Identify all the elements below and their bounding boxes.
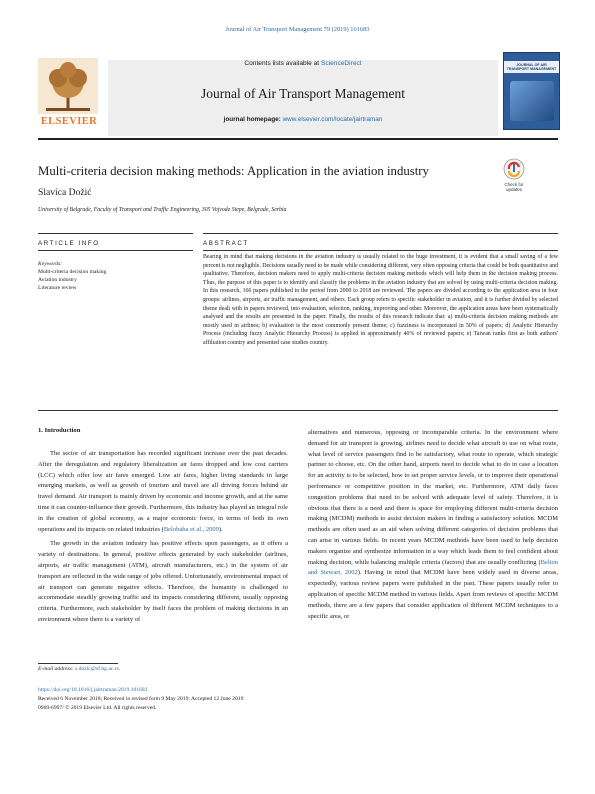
journal-reference[interactable]: Journal of Air Transport Management 79 (2019) 101683 (225, 26, 370, 33)
author-name: Slavica Dožić (38, 187, 92, 198)
article-footer (38, 686, 243, 713)
right-column (308, 428, 558, 622)
header-divider (38, 138, 558, 140)
homepage-link[interactable]: www.elsevier.com/locate/jairtraman (282, 116, 383, 123)
intro-paragraph-text: The sector of air transportation has recorded significant increase over the past decades. After the deregulation and regulatory liberalization air fares dropped and low cost carriers (LCC) which offer low air fares emerged. Low air fares, higher living standards in large emerging markets, as well as growth of tourism and travel are all driving forces behind air travel demand. Air transport is mainly driven by economic and income growth, and at the same time it can counter-influence their growth. Furthermore, this industry has played an integral role in the creation of global economy, as a major economic force, in terms of both its own operations and its impacts on related industries ( (38, 450, 288, 533)
check-for-updates-icon[interactable] (502, 158, 526, 194)
intro-paragraph-end: ). Having in mind that MCDM have been widely used in diverse areas, expectedly, various review papers were published in the past. These papers usually refer to application of specific MCDM method in various fields. Apart from reviews of specific MCDM methods, there are a few papers that consider application of different MCDM techniques to a specific area, or (308, 569, 558, 620)
contents-prefix: Contents lists available at (244, 60, 321, 67)
abstract-heading: ABSTRACT (203, 240, 249, 247)
check-updates-label-2: updates (505, 187, 523, 192)
intro-paragraph (38, 449, 288, 535)
elsevier-wordmark: ELSEVIER (40, 116, 98, 127)
keyword-item: Aviation industry (38, 277, 77, 283)
journal-cover-image (503, 52, 560, 130)
author-affiliation: University of Belgrade, Faculty of Transport and Traffic Engineering, 305 Vojvode Stepe, Belgrade, Serbia (38, 207, 287, 213)
keyword-item: Multi-criteria decision making (38, 269, 107, 275)
abstract-mid-rule (203, 250, 558, 251)
keywords-label: Keywords: (38, 261, 63, 267)
left-column (38, 449, 288, 626)
intro-paragraph: The growth in the aviation industry has positive effects upon passengers, as it offers a variety of destinations. In general, positive effects generated by each stakeholder (airlines, airports, air traffic management (ATM), aircraft manufacturers, etc.) in the system of air transport are reflected in the wide range of jobs offered. Unfortunately, environmental impact of air transport can generate negative effects. Therefore, the humanity is challenged to accommodate steadily growing traffic and its impacts considering different, usually opposing criteria. Furthermore, each stakeholder by itself faces the problem of making decisions in an environment where there is a variety of (38, 540, 288, 623)
intro-paragraph (308, 428, 558, 622)
sciencedirect-link[interactable]: ScienceDirect (320, 60, 362, 67)
abstract-text: Bearing in mind that making decisions in the aviation industry is usually related to the huge investment, it is evident that a small saving of a few percent is not negligible. Decisions usually need to be made while considering different, very often opposing criteria that could be both quantitative and qualitative. Therefore, decision makers need to apply multi-criteria decision making methods which will help them in the decision making process. Thus, the purpose of this paper is to identify and classify the problems in the aviation industry that are solved by using multi-criteria decision making. In this research, 166 papers published in the period from 2000 to 2018 are reviewed. The papers are divided according to the application area in four groups: airlines, airports, air traffic management, and others. Each group refers to specific stakeholder in aviation, and it is further divided by selected theme dealt with in papers reviewed, into evaluation, selection, ranking, improving and other. Moreover, the application areas have been systematically analysed and the results are presented in the paper. Finally, the results of this research indicate that: a) multi-criteria decision making methods are mostly used in airlines; b) evaluation is the most commonly present theme; c) fuzziness is incorporated in 50% of papers; d) Analytic Hierarchy Process (including fuzzy Analytic Hierarchy Process) is applied in approximately 40% of reviewed papers; e) Taiwan ranks first as both authors' affiliation country and presented case studies country. (203, 254, 558, 346)
received-dates: Received 6 November 2018; Received in revised form 9 May 2019; Accepted 12 June 2019 (38, 696, 244, 702)
email-suffix: . (118, 666, 121, 672)
footnote-email (38, 666, 120, 672)
article-title: Multi-criteria decision making methods: Application in the aviation industry (38, 164, 429, 178)
intro-paragraph-text: alternatives and numerous, opposing or incomparable criteria. In the environment where demand for air transport is growing, airlines need to decide what aircraft to use on what route, what level of service passengers find to be satisfactory, what route to operate, which strategic partner to choose, etc. On the other hand, airports need to decide what to do in case a location for an activity is to be selected, how to set proper service levels, or to improve their operational performance or competitive position in the market, etc. Furthermore, ATM daily faces congestion problems that need to be solved with adequate level of safety. Therefore, it is obvious that there is a need and there is space for employing different multi-criteria decision making (MCDM) methods to assist decision makers in finding a satisfactory solution. MCDM methods are often used as an aid when solving different categories of decision problems that can arise in various fields. In recent years MCDM methods have been used to help decision makers organize and synthesize information in a way which leads them to feel confident about making decision, while balancing multiple criteria (factors) that are usually conflicting ( (308, 429, 558, 566)
keywords-list (38, 268, 106, 292)
copyright-line: 0969-6997/ © 2019 Elsevier Ltd. All rights reserved. (38, 705, 157, 711)
article-info-mid-rule (38, 250, 193, 251)
citation-link[interactable]: Belton and Stewart, 2002 (308, 558, 558, 577)
section-heading-introduction: 1. Introduction (38, 427, 81, 434)
abstract-bottom-rule (38, 410, 558, 411)
article-info-heading: ARTICLE INFO (38, 240, 100, 247)
homepage-label: journal homepage: (223, 116, 283, 123)
intro-paragraph-end: ). (218, 525, 223, 533)
citation-link[interactable]: Belobaba et al., 2009 (163, 525, 219, 533)
doi-link[interactable]: https://doi.org/10.1016/j.jairtraman.2019.101683 (38, 687, 148, 693)
abstract-top-rule (203, 233, 558, 234)
check-updates-label-1: Check for (504, 182, 524, 187)
journal-title: Journal of Air Transport Management (201, 86, 405, 101)
cover-art (510, 81, 554, 121)
keyword-item: Literature review (38, 285, 77, 291)
journal-homepage (108, 116, 498, 123)
article-info-top-rule (38, 233, 193, 234)
email-link[interactable]: s.dozic@sf.bg.ac.rs (75, 666, 119, 672)
email-label: E-mail address: (38, 666, 76, 672)
footnote-divider (38, 663, 118, 664)
cover-title: JOURNAL OF AIR TRANSPORT MANAGEMENT (506, 63, 557, 71)
contents-line (108, 60, 498, 67)
